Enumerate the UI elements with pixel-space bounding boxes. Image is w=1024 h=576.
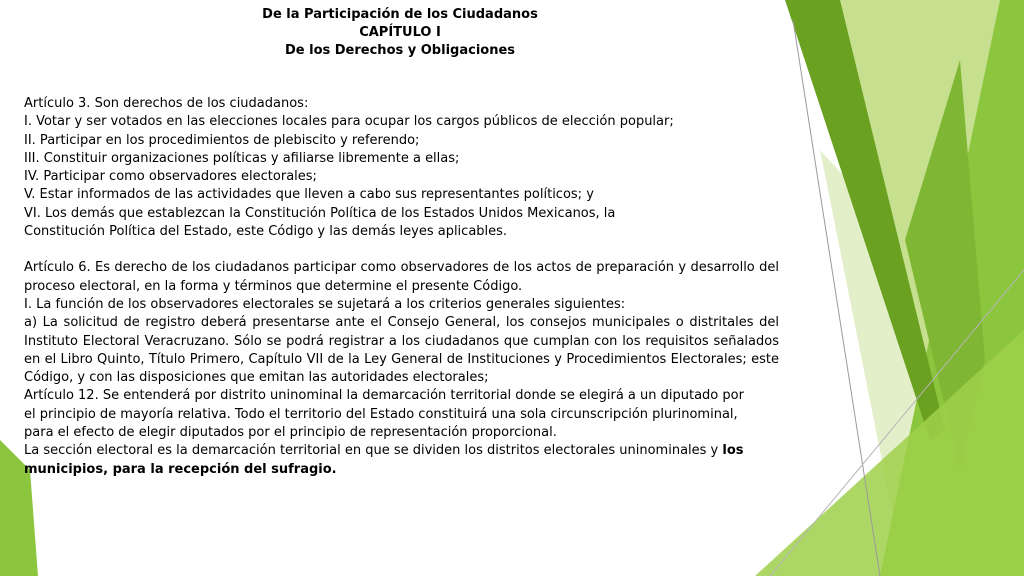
articulo-3-item: I. Votar y ser votados en las elecciones locales para ocupar los cargos públicos de elección popular; <box>24 114 674 130</box>
articulo-6-inciso-a: a) La solicitud de registro deberá presentarse ante el Consejo General, los consejos municipales o distritales del Instituto Electoral Veracruzano. Sólo se podrá registrar a los ciudadanos que cumplan con los requisitos señalados en el Libro Quinto, Título Primero, Capítulo VII de la Ley General de Instituciones y Procedimientos Electorales; este Código, y con las disposiciones que emitan las autoridades electorales; <box>24 315 779 386</box>
seccion-electoral-normal: La sección electoral es la demarcación territorial en que se dividen los distritos electorales uninominales y <box>24 443 723 459</box>
articulo-12-line: el principio de mayoría relativa. Todo el territorio del Estado constituirá una sola circunscripción plurinominal, <box>24 406 738 422</box>
articulo-3-item: III. Constituir organizaciones políticas y afiliarse libremente a ellas; <box>24 150 460 166</box>
articulo-6-text: Artículo 6. Es derecho de los ciudadanos participar como observadores de los actos de preparación y desarrollo del proceso electoral, en la forma y términos que determine el presente Código. <box>24 260 779 294</box>
articulo-3-item: Constitución Política del Estado, este Código y las demás leyes aplicables. <box>24 224 508 240</box>
slide-heading <box>100 6 700 60</box>
heading-chapter: CAPÍTULO I <box>359 25 441 40</box>
articulo-3-item: II. Participar en los procedimientos de plebiscito y referendo; <box>24 132 420 148</box>
articulo-12-line: para el efecto de elegir diputados por el principio de representación proporcional. <box>24 425 557 441</box>
articulo-6-fraccion-i: I. La función de los observadores electorales se sujetará a los criterios generales siguientes: <box>24 296 626 312</box>
articulo-12-line: Artículo 12. Se entenderá por distrito uninominal la demarcación territorial donde se elegirá a un diputado por <box>24 388 744 404</box>
document-body <box>24 95 779 479</box>
seccion-electoral-bold: los municipios, para la recepción del sufragio. <box>24 443 744 477</box>
articulo-3-intro: Artículo 3. Son derechos de los ciudadanos: <box>24 96 309 111</box>
heading-subtitle: De los Derechos y Obligaciones <box>284 43 516 58</box>
heading-title: De la Participación de los Ciudadanos <box>262 7 538 22</box>
articulo-3-item: V. Estar informados de las actividades que lleven a cabo sus representantes políticos; y <box>24 187 594 203</box>
paragraph-spacer <box>24 241 779 259</box>
seccion-electoral-text <box>24 442 779 479</box>
articulo-3-item: VI. Los demás que establezcan la Constitución Política de los Estados Unidos Mexicanos, la <box>24 205 616 221</box>
articulo-3-item: IV. Participar como observadores electorales; <box>24 169 317 185</box>
